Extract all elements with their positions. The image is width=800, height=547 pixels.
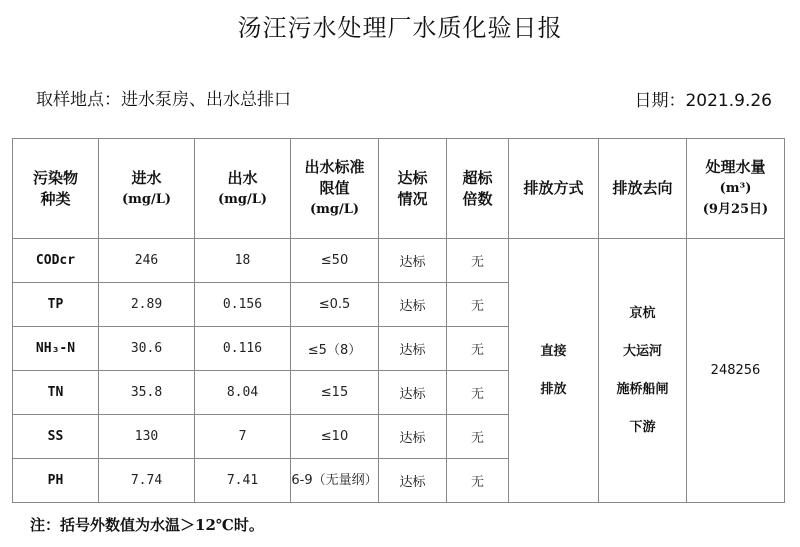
inflow-cell: 30.6 [99,327,195,371]
limit-cell: 6-9（无量纲） [291,459,379,503]
header-outflow [195,139,291,239]
header-line: 进水 [131,168,162,187]
outflow-cell: 7.41 [195,459,291,503]
header-status [379,139,447,239]
inflow-cell: 35.8 [99,371,195,415]
exceed-cell: 无 [447,239,509,283]
outflow-cell: 0.116 [195,327,291,371]
inflow-cell: 246 [99,239,195,283]
header-unit: (mg/L) [121,191,172,207]
outflow-cell: 18 [195,239,291,283]
header-line: 出水标准 [304,158,365,176]
status-cell: 达标 [379,327,447,371]
water-quality-table [12,138,785,503]
header-volume [687,139,785,239]
exceed-cell: 无 [447,283,509,327]
outflow-cell: 8.04 [195,371,291,415]
limit-cell: ≤10 [291,415,379,459]
header-line: 限值 [319,179,350,197]
pollutant-cell: TP [13,283,99,327]
header-discharge-dest: 排放去向 [599,139,687,239]
pollutant-cell: TN [13,371,99,415]
pollutant-cell: CODcr [13,239,99,283]
table-header-row [13,139,785,239]
sampling-location: 取样地点：进水泵房、出水总排口 [36,90,291,110]
volume-cell: 248256 [687,239,785,503]
outflow-cell: 0.156 [195,283,291,327]
header-unit: (mg/L) [217,191,268,207]
status-cell: 达标 [379,415,447,459]
limit-cell: ≤5（8） [291,327,379,371]
discharge-dest-line: 施桥船闸 [616,381,669,397]
discharge-dest-line: 京杭 [629,305,656,321]
header-pollutant [13,139,99,239]
inflow-cell: 2.89 [99,283,195,327]
discharge-method-line: 直接 [540,343,567,359]
discharge-method-cell [509,239,599,503]
status-cell: 达标 [379,239,447,283]
header-line: 种类 [40,189,71,208]
header-line: 出水 [227,168,258,187]
header-exceed [447,139,509,239]
exceed-cell: 无 [447,327,509,371]
exceed-cell: 无 [447,371,509,415]
pollutant-cell: PH [13,459,99,503]
exceed-cell: 无 [447,459,509,503]
limit-cell: ≤0.5 [291,283,379,327]
header-line: 情况 [397,189,428,208]
footnote: 注：括号外数值为水温＞12℃时。 [30,516,264,534]
inflow-cell: 130 [99,415,195,459]
header-standard [291,139,379,239]
header-discharge-method: 排放方式 [509,139,599,239]
header-line: 污染物 [32,168,78,187]
report-title: 汤汪污水处理厂水质化验日报 [237,14,563,42]
status-cell: 达标 [379,371,447,415]
discharge-dest-cell [599,239,687,503]
header-line: 达标 [397,168,428,187]
status-cell: 达标 [379,283,447,327]
header-unit: (m³) [719,181,752,196]
header-inflow [99,139,195,239]
limit-cell: ≤15 [291,371,379,415]
inflow-cell: 7.74 [99,459,195,503]
pollutant-cell: NH₃-N [13,327,99,371]
discharge-method-line: 排放 [540,381,567,397]
discharge-dest-line: 大运河 [622,343,662,359]
header-unit: (mg/L) [309,202,360,217]
header-line: 处理水量 [705,158,766,176]
header-line: 倍数 [462,189,493,208]
outflow-cell: 7 [195,415,291,459]
limit-cell: ≤50 [291,239,379,283]
discharge-dest-line: 下游 [629,419,656,435]
status-cell: 达标 [379,459,447,503]
report-date: 日期：2021.9.26 [634,91,772,111]
exceed-cell: 无 [447,415,509,459]
header-unit: (9月25日) [702,202,769,217]
header-line: 超标 [462,168,493,187]
table-row [13,239,785,283]
pollutant-cell: SS [13,415,99,459]
